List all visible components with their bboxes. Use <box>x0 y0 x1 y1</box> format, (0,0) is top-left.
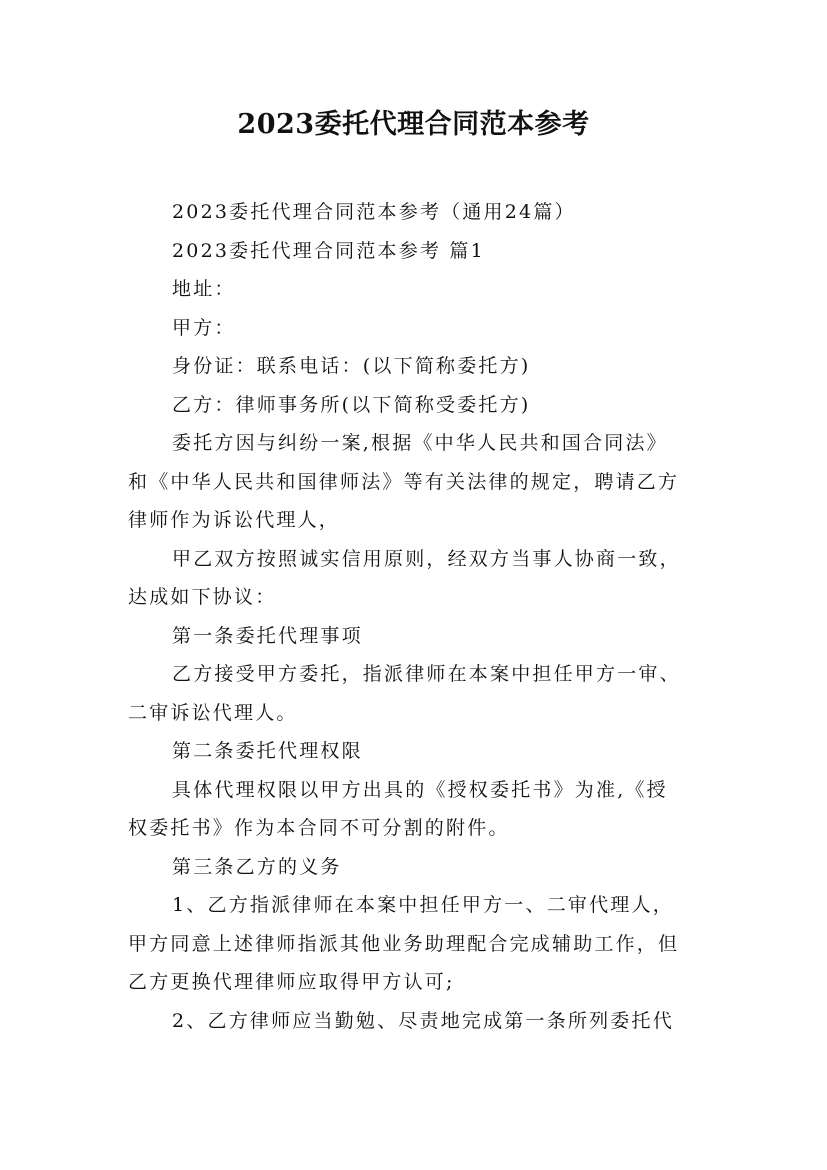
body-line: 乙方接受甲方委托，指派律师在本案中担任甲方一审、 <box>172 663 681 685</box>
body-line: 律师作为诉讼代理人， <box>128 509 341 531</box>
body-line: 2、乙方律师应当勤勉、尽责地完成第一条所列委托代 <box>172 1009 674 1032</box>
body-line: 具体代理权限以甲方出具的《授权委托书》为准,《授 <box>172 778 668 801</box>
subtitle-line: 2023委托代理合同范本参考（通用24篇） <box>172 201 576 223</box>
body-line: 甲方同意上述律师指派其他业务助理配合完成辅助工作，但 <box>128 932 680 955</box>
body-line: 1、乙方指派律师在本案中担任甲方一、二审代理人， <box>172 894 674 916</box>
article-heading: 第三条乙方的义务 <box>172 855 342 878</box>
article-heading: 第二条委托代理权限 <box>172 740 363 762</box>
body-line: 达成如下协议： <box>128 586 277 608</box>
document-title: 2023委托代理合同范本参考 <box>237 109 590 140</box>
party-b-line: 乙方：律师事务所(以下简称受委托方) <box>172 393 531 416</box>
section-heading-line: 2023委托代理合同范本参考 篇1 <box>172 239 485 262</box>
body-line: 权委托书》作为本合同不可分割的附件。 <box>128 817 510 839</box>
body-line: 委托方因与纠纷一案,根据《中华人民共和国合同法》 <box>172 432 668 454</box>
body-line: 甲乙双方按照诚实信用原则，经双方当事人协商一致， <box>172 547 681 570</box>
party-a-line: 甲方： <box>172 316 236 339</box>
body-line: 二审诉讼代理人。 <box>128 701 298 724</box>
article-heading: 第一条委托代理事项 <box>172 624 363 647</box>
body-line: 乙方更换代理律师应取得甲方认可; <box>128 971 455 993</box>
id-phone-line: 身份证：联系电话：(以下简称委托方) <box>172 355 531 377</box>
address-line: 地址： <box>172 278 236 300</box>
body-line: 和《中华人民共和国律师法》等有关法律的规定，聘请乙方 <box>128 470 680 493</box>
